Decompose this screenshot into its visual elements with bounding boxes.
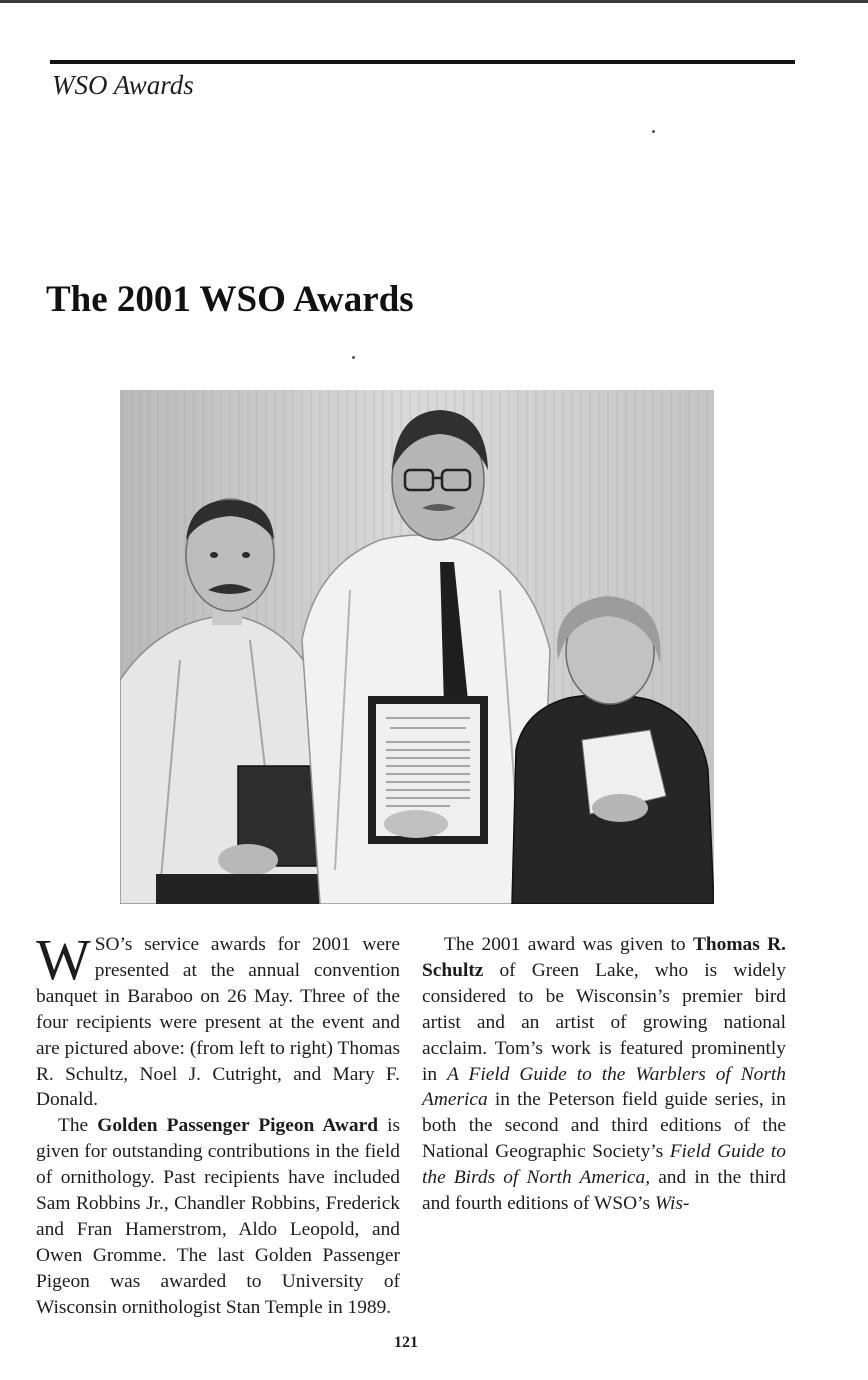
text-column-left: [36, 927, 401, 1321]
paragraph-2001-recipient: [422, 932, 786, 1217]
running-head: WSO Awards: [52, 70, 194, 100]
paragraph-golden-pigeon: [36, 1113, 400, 1320]
recipient-lead: The 2001 award was given to: [444, 934, 693, 955]
print-speck: [652, 130, 655, 133]
recipient-text-a: of Green Lake, who is widely considered to be Wisconsin’s premier bird artist and an artist of growing national acclaim. Tom’s work is featured prominently in: [422, 959, 786, 1085]
page-top-edge: [0, 0, 868, 3]
recipient-name: Thomas R. Schultz: [422, 934, 786, 981]
paragraph-intro: [36, 927, 400, 1113]
intro-text: SO’s service awards for 2001 were presented at the annual convention banquet in Baraboo on 26 May. Three of the four recipients were present at the event and are pictured above: (from left to right) Thomas R. Schultz, Noel J. Cutright, and Mary F. Donald.: [36, 934, 400, 1111]
print-speck: [352, 356, 355, 359]
text-column-right: [422, 932, 786, 1217]
recipient-text-b: in the Peterson field guide series, in both the second and third editions of the National Geographic Society’s: [422, 1089, 786, 1163]
award-description: is given for outstanding contributions in the field of ornithology. Past recipients have included Sam Robbins Jr., Chandler Robbins, Frederick and Fran Hamerstrom, Aldo Leopold, and Owen Gromme. The last Golden Passenger Pigeon was awarded to University of Wisconsin ornithologist Stan Temple in 1989.: [36, 1115, 401, 1318]
book-title-field-guide: Field Guide to the Birds of North America,: [422, 1141, 786, 1189]
recipient-text-c: and in the third and fourth editions of WSO’s: [422, 1167, 786, 1215]
award-lead: The: [58, 1115, 98, 1137]
book-title-wisconsin: Wis-: [654, 1193, 690, 1215]
award-recipients-photo: [120, 390, 714, 904]
page-number: 121: [394, 1334, 418, 1351]
drop-cap: W: [36, 927, 91, 992]
header-rule: [50, 60, 795, 64]
award-name: Golden Passenger Pigeon Award: [97, 1115, 378, 1137]
article-title: The 2001 WSO Awards: [46, 279, 414, 320]
book-title-warblers: A Field Guide to the Warblers of North America: [422, 1063, 787, 1111]
